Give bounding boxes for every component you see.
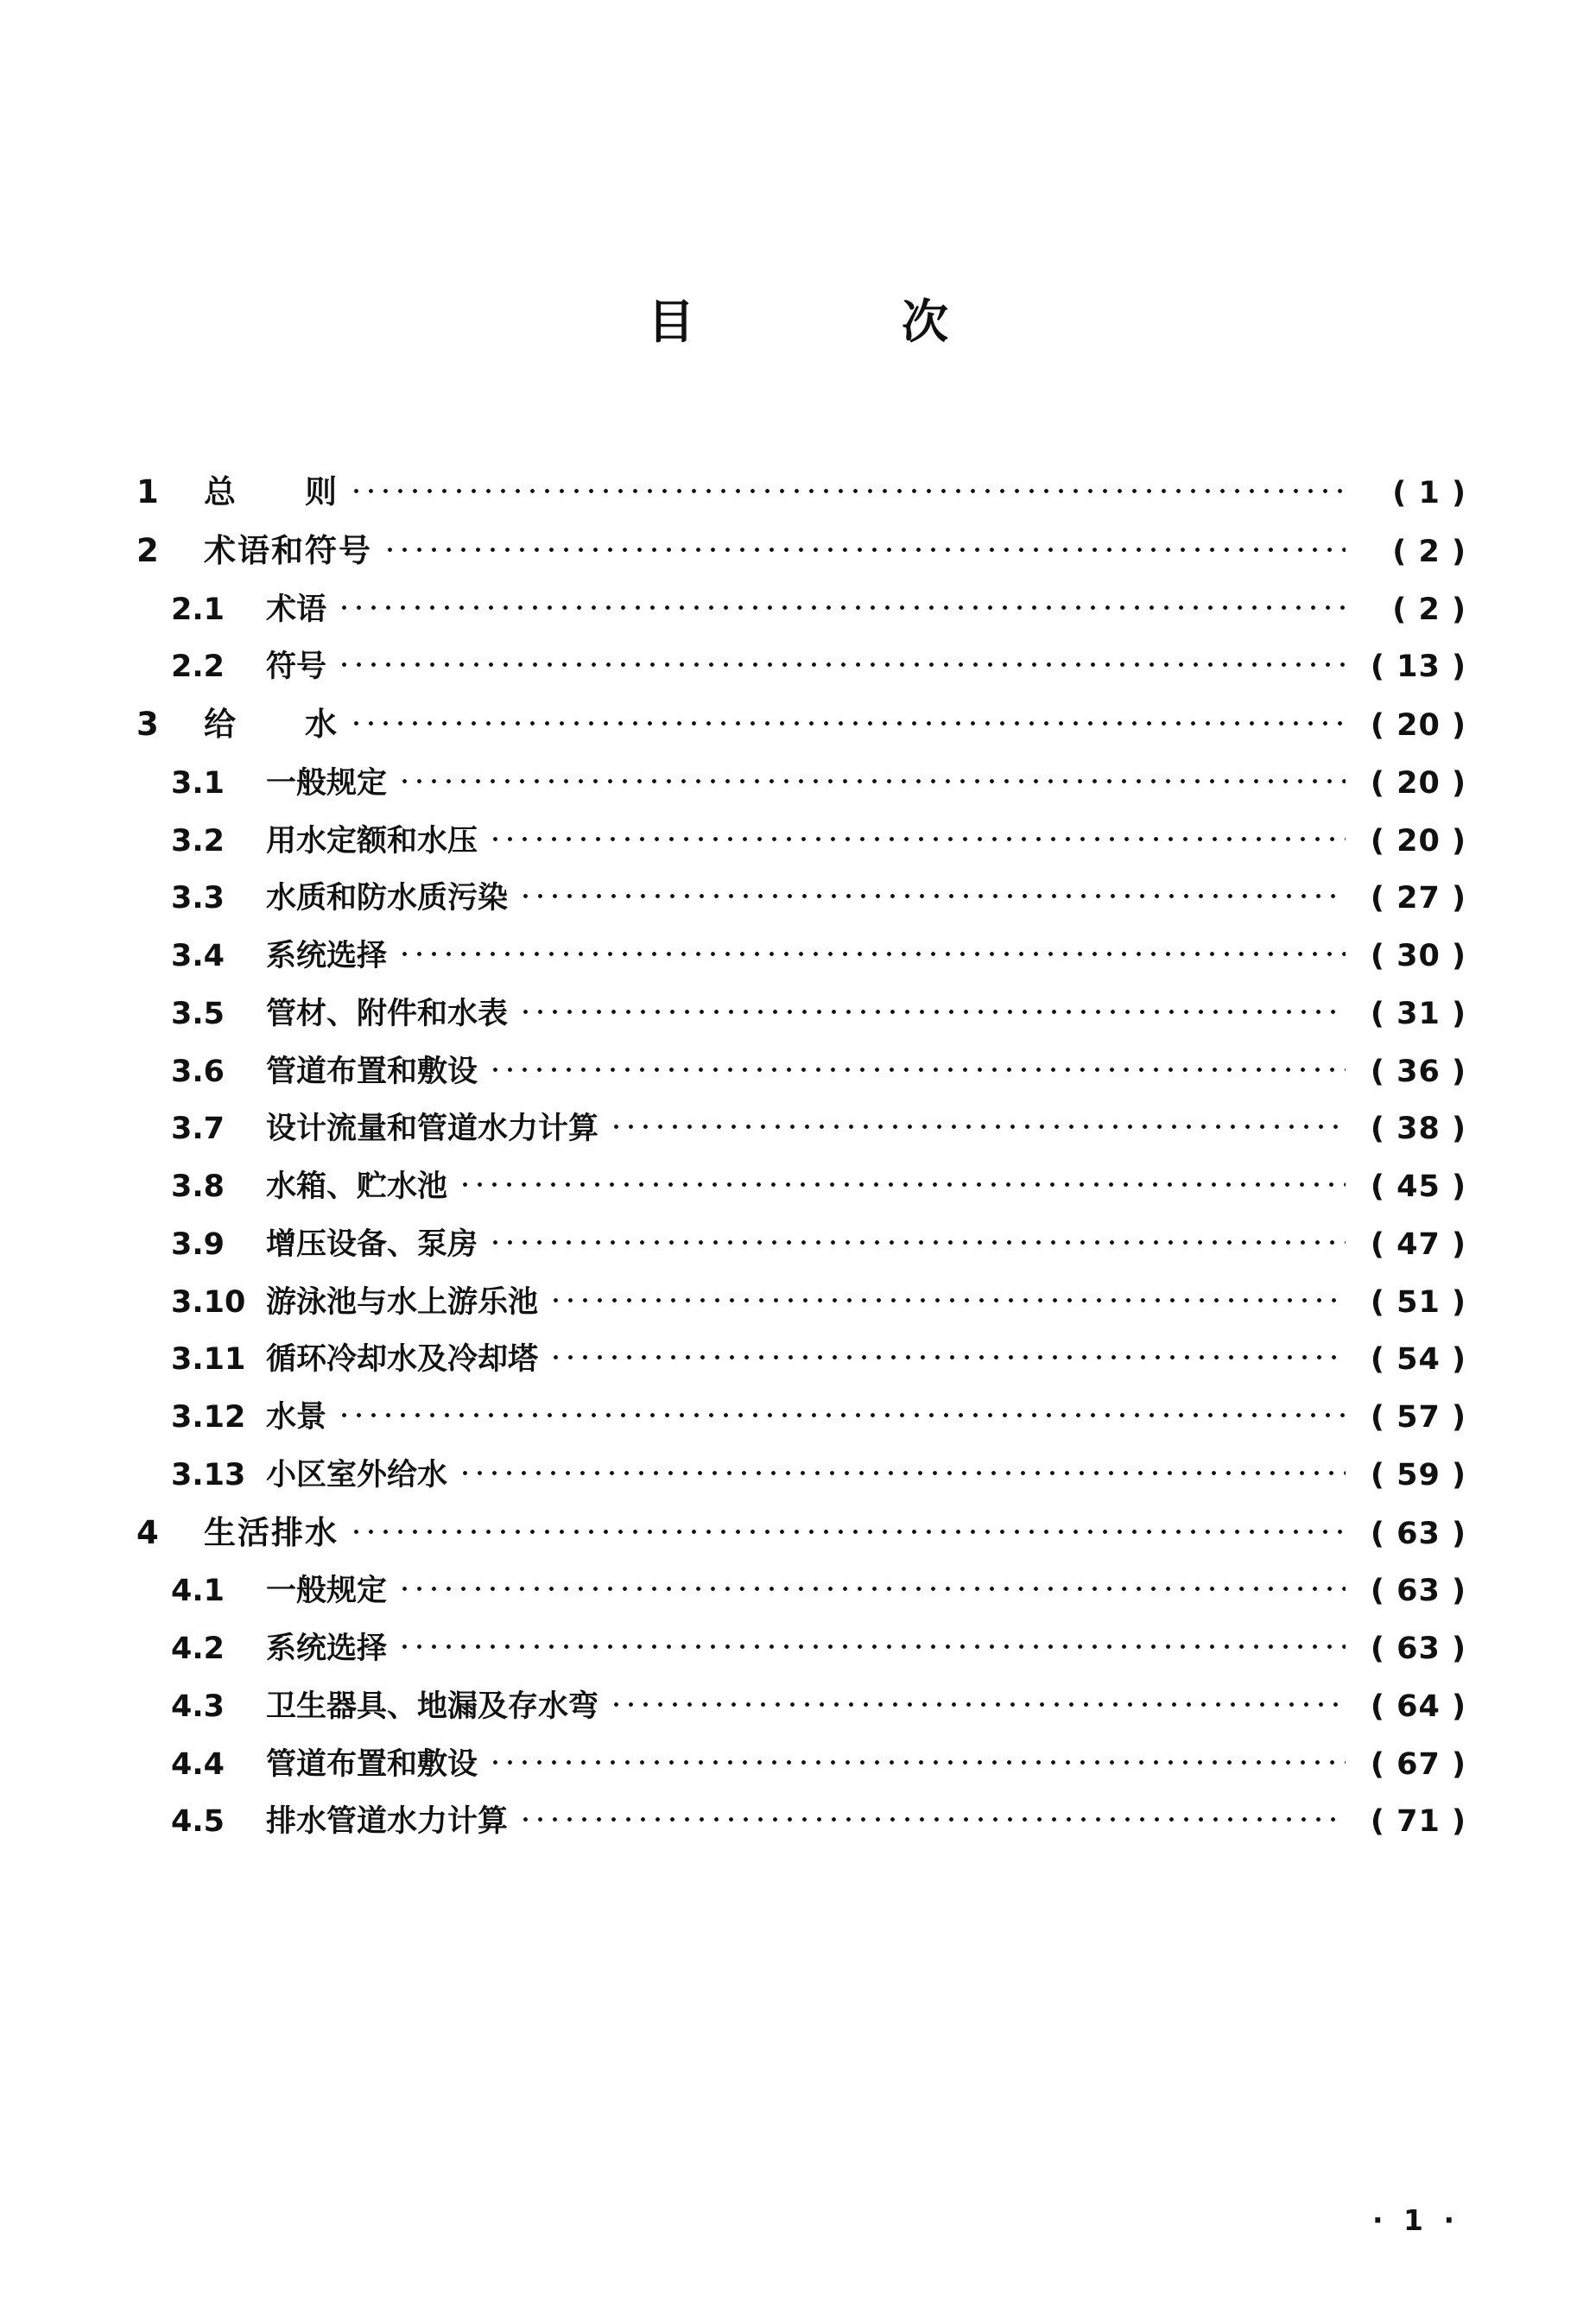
toc-entry[interactable] <box>130 1052 1466 1092</box>
toc-entry[interactable] <box>130 1455 1466 1495</box>
toc-entry-number: 4 <box>136 1513 159 1551</box>
toc-entry[interactable] <box>130 1629 1466 1669</box>
toc-entry-label: 用水定额和水压 <box>266 823 478 859</box>
toc-entry-label: 水箱、贮水池 <box>266 1169 448 1204</box>
toc-leader-dots <box>548 1340 1346 1369</box>
toc-entry-label: 排水管道水力计算 <box>266 1804 509 1840</box>
toc-entry[interactable] <box>130 1802 1466 1841</box>
toc-entry[interactable] <box>130 994 1466 1034</box>
toc-entry-number: 3.7 <box>171 1112 225 1147</box>
toc-entry-number: 3 <box>136 706 159 743</box>
toc-entry-number: 4.5 <box>171 1804 225 1840</box>
toc-entry-page: ( 30 ) <box>1370 939 1466 973</box>
toc-entry-number: 3.2 <box>171 823 225 859</box>
toc-entry-label: 术语 <box>266 592 327 627</box>
toc-leader-dots <box>397 1629 1346 1658</box>
toc-entry[interactable] <box>130 878 1466 918</box>
toc-entry-number: 3.3 <box>171 881 225 916</box>
toc-entry-page: ( 63 ) <box>1370 1632 1466 1666</box>
toc-entry[interactable] <box>130 936 1466 976</box>
toc-entry-label: 水景 <box>266 1400 327 1435</box>
toc-entry-page: ( 36 ) <box>1370 1054 1466 1089</box>
page-number-footer: · 1 · <box>1371 2203 1460 2237</box>
toc-entry-page: ( 51 ) <box>1370 1284 1466 1320</box>
toc-entry-number: 4.2 <box>171 1632 225 1666</box>
toc-entry-label: 系统选择 <box>266 939 388 973</box>
toc-entry[interactable] <box>130 821 1466 861</box>
toc-entry[interactable] <box>130 1687 1466 1727</box>
toc-entry-page: ( 64 ) <box>1370 1689 1466 1724</box>
toc-leader-dots <box>518 878 1346 908</box>
toc-entry[interactable] <box>130 1283 1466 1322</box>
toc-leader-dots <box>337 647 1346 676</box>
toc-entry[interactable] <box>130 1340 1466 1379</box>
toc-entry-label: 增压设备、泵房 <box>266 1226 478 1262</box>
toc-entry-page: ( 38 ) <box>1370 1112 1466 1147</box>
toc-entry-label: 符号 <box>266 650 327 685</box>
toc-entry-page: ( 31 ) <box>1370 996 1466 1031</box>
page-title: 目 次 <box>648 295 986 349</box>
toc-entry-page: ( 63 ) <box>1370 1516 1466 1551</box>
toc-entry[interactable] <box>130 590 1466 630</box>
toc-leader-dots <box>609 1687 1346 1716</box>
toc-entry-number: 1 <box>136 473 159 510</box>
toc-entry-label: 系统选择 <box>266 1632 388 1666</box>
toc-entry-label: 卫生器具、地漏及存水弯 <box>266 1689 599 1724</box>
toc-entry-page: ( 59 ) <box>1370 1457 1466 1492</box>
toc-entry-label: 设计流量和管道水力计算 <box>266 1112 599 1147</box>
toc-entry-label: 管材、附件和水表 <box>266 996 509 1031</box>
toc-leader-dots <box>349 706 1346 735</box>
toc-entry-number: 3.5 <box>171 996 225 1031</box>
toc-entry-number: 3.11 <box>171 1342 246 1378</box>
toc-leader-dots <box>397 1571 1346 1600</box>
toc-entry-number: 3.12 <box>171 1400 246 1435</box>
toc-entry[interactable] <box>130 1167 1466 1207</box>
toc-entry[interactable] <box>130 1571 1466 1611</box>
toc-leader-dots <box>488 821 1346 851</box>
toc-entry-page: ( 20 ) <box>1370 823 1466 859</box>
toc-entry-label: 术语和符号 <box>204 531 372 569</box>
toc-entry-label: 小区室外给水 <box>266 1457 448 1492</box>
toc-entry-number: 3.9 <box>171 1226 225 1262</box>
toc-entry-label: 管道布置和敷设 <box>266 1746 478 1782</box>
toc-entry-page: ( 45 ) <box>1370 1169 1466 1204</box>
toc-entry[interactable] <box>130 531 1466 572</box>
toc-entry[interactable] <box>130 647 1466 687</box>
table-of-contents <box>0 472 1596 1841</box>
toc-entry-page: ( 20 ) <box>1370 708 1466 743</box>
toc-entry-label: 给 水 <box>204 706 339 743</box>
toc-entry[interactable] <box>130 705 1466 745</box>
toc-leader-dots <box>397 764 1346 793</box>
toc-entry-page: ( 1 ) <box>1392 476 1466 510</box>
toc-entry-number: 3.10 <box>171 1284 246 1320</box>
toc-leader-dots <box>397 936 1346 966</box>
toc-entry-page: ( 57 ) <box>1370 1400 1466 1435</box>
toc-entry-number: 3.13 <box>171 1457 246 1492</box>
toc-entry-label: 管道布置和敷设 <box>266 1054 478 1089</box>
toc-leader-dots <box>349 1514 1346 1543</box>
toc-entry-number: 4.1 <box>171 1574 225 1609</box>
toc-leader-dots <box>458 1167 1346 1196</box>
toc-entry-page: ( 13 ) <box>1370 650 1466 685</box>
toc-entry[interactable] <box>130 1513 1466 1554</box>
toc-leader-dots <box>609 1109 1346 1138</box>
toc-entry-number: 4.3 <box>171 1689 225 1724</box>
toc-entry-label: 循环冷却水及冷却塔 <box>266 1342 539 1378</box>
toc-leader-dots <box>349 473 1346 503</box>
toc-entry-label: 生活排水 <box>204 1513 339 1551</box>
toc-leader-dots <box>548 1283 1346 1312</box>
toc-entry-number: 2.1 <box>171 592 225 627</box>
toc-entry-label: 一般规定 <box>266 1574 388 1609</box>
toc-entry-page: ( 67 ) <box>1370 1746 1466 1782</box>
toc-leader-dots <box>518 1802 1346 1831</box>
toc-entry-label: 总 则 <box>204 473 339 510</box>
toc-leader-dots <box>488 1052 1346 1081</box>
toc-entry[interactable] <box>130 764 1466 803</box>
toc-entry-number: 3.6 <box>171 1054 225 1089</box>
toc-entry-page: ( 2 ) <box>1392 592 1466 627</box>
toc-entry[interactable] <box>130 472 1466 513</box>
toc-entry[interactable] <box>130 1745 1466 1784</box>
toc-entry-page: ( 2 ) <box>1392 534 1466 569</box>
toc-entry-page: ( 27 ) <box>1370 881 1466 916</box>
toc-entry-page: ( 71 ) <box>1370 1804 1466 1840</box>
toc-entry[interactable] <box>130 1225 1466 1264</box>
toc-leader-dots <box>488 1745 1346 1774</box>
toc-entry-number: 2.2 <box>171 650 225 685</box>
toc-entry-label: 一般规定 <box>266 765 388 801</box>
toc-entry-page: ( 20 ) <box>1370 765 1466 801</box>
toc-entry-number: 2 <box>136 531 159 569</box>
toc-leader-dots <box>488 1225 1346 1254</box>
toc-entry-number: 3.8 <box>171 1169 225 1204</box>
toc-entry-number: 4.4 <box>171 1746 225 1782</box>
toc-entry-label: 水质和防水质污染 <box>266 881 509 916</box>
toc-entry-page: ( 63 ) <box>1370 1574 1466 1609</box>
toc-entry-page: ( 47 ) <box>1370 1226 1466 1262</box>
toc-entry[interactable] <box>130 1397 1466 1437</box>
toc-entry-label: 游泳池与水上游乐池 <box>266 1284 539 1320</box>
toc-leader-dots <box>458 1455 1346 1485</box>
toc-entry-page: ( 54 ) <box>1370 1342 1466 1378</box>
toc-entry[interactable] <box>130 1109 1466 1149</box>
toc-entry-number: 3.1 <box>171 765 225 801</box>
toc-entry-number: 3.4 <box>171 939 225 973</box>
toc-leader-dots <box>337 1397 1346 1427</box>
toc-leader-dots <box>518 994 1346 1023</box>
toc-leader-dots <box>383 532 1346 561</box>
toc-leader-dots <box>337 590 1346 619</box>
